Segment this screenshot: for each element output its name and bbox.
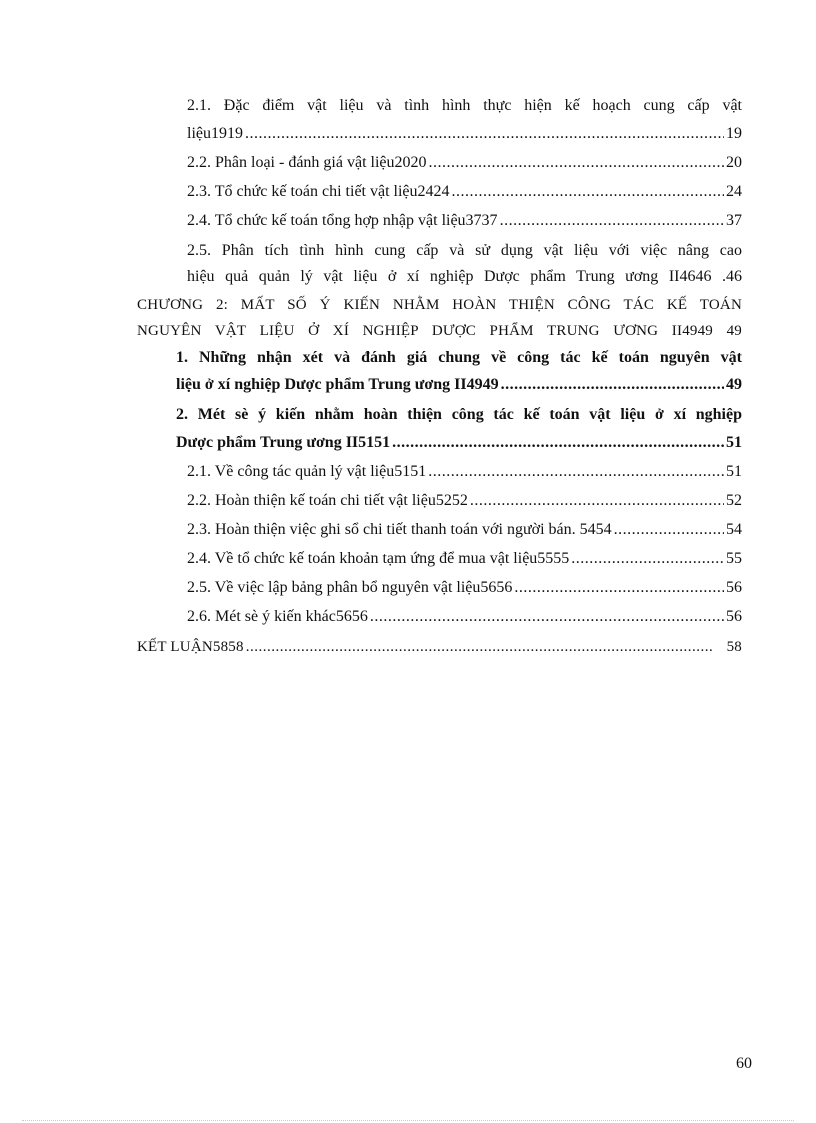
toc-entry-page: 24 xyxy=(726,183,742,200)
toc-entry-title: KẾT LUẬN5858 xyxy=(137,639,244,655)
toc-entry-page: 55 xyxy=(726,550,742,567)
toc-leader-dots xyxy=(514,577,724,599)
toc-entry-title: 2.3. Hoàn thiện việc ghi sổ chi tiết thanh toán với người bán. 5454 xyxy=(187,521,612,538)
toc-entry-2-2-3[interactable] xyxy=(187,519,742,541)
toc-entry-title: 2.3. Tổ chức kế toán chi tiết vật liệu2424 xyxy=(187,183,450,200)
toc-entry-2-1-line1[interactable]: 2.1. Đặc điểm vật liệu và tình hình thực hiện kế hoạch cung cấp vật xyxy=(187,97,742,114)
toc-leader-dots xyxy=(452,181,724,203)
toc-entry-2-1[interactable] xyxy=(187,123,742,145)
toc-entry-2-5-line2[interactable]: hiệu quả quản lý vật liệu ở xí nghiệp Dược phẩm Trung ương II4646 .46 xyxy=(187,268,742,285)
toc-entry-page: 56 xyxy=(726,579,742,596)
toc-section-1-line1[interactable]: 1. Những nhận xét và đánh giá chung về công tác kế toán nguyên vật xyxy=(176,349,742,366)
toc-chapter-2-line1[interactable]: CHƯƠNG 2: MẤT SỐ Ý KIẾN NHẰM HOÀN THIỆN CÔNG TÁC KẾ TOÁN xyxy=(137,297,742,313)
toc-chapter-2-line2[interactable]: NGUYÊN VẬT LIỆU Ở XÍ NGHIỆP DƯỢC PHẨM TRUNG ƯƠNG II4949 49 xyxy=(137,323,742,339)
toc-leader-dots xyxy=(245,123,724,145)
toc-conclusion[interactable] xyxy=(137,636,742,658)
toc-entry-title: 2.2. Hoàn thiện kế toán chi tiết vật liệu5252 xyxy=(187,492,468,509)
toc-entry-2-5-line1[interactable]: 2.5. Phân tích tình hình cung cấp và sử dụng vật liệu với việc nâng cao xyxy=(187,242,742,259)
toc-section-1[interactable] xyxy=(176,374,742,396)
toc-entry-title: 2.6. Mét sè ý kiến khác5656 xyxy=(187,608,368,625)
toc-section-2-line1[interactable]: 2. Mét sè ý kiến nhằm hoàn thiện công tác kế toán vật liệu ở xí nghiệp xyxy=(176,406,742,423)
toc-leader-dots xyxy=(614,519,724,541)
toc-entry-2-2-2[interactable] xyxy=(187,490,742,512)
toc-entry-title: liệu1919 xyxy=(187,125,243,142)
toc-entry-title: 2.4. Tổ chức kế toán tổng hợp nhập vật liệu3737 xyxy=(187,212,498,229)
toc-leader-dots xyxy=(470,490,724,512)
toc-leader-dots xyxy=(246,636,713,658)
toc-entry-2-2[interactable] xyxy=(187,152,742,174)
toc-entry-2-2-4[interactable] xyxy=(187,548,742,570)
toc-leader-dots xyxy=(392,432,724,454)
toc-entry-page: 51 xyxy=(726,434,742,451)
toc-entry-page: 54 xyxy=(726,521,742,538)
toc-entry-title: 2.1. Về công tác quản lý vật liệu5151 xyxy=(187,463,427,480)
toc-leader-dots xyxy=(429,152,724,174)
toc-leader-dots xyxy=(370,606,724,628)
toc-entry-page: 19 xyxy=(726,125,742,142)
page-number: 60 xyxy=(736,1055,752,1072)
toc-entry-page: 51 xyxy=(726,463,742,480)
toc-entry-2-2-5[interactable] xyxy=(187,577,742,599)
toc-entry-page: 20 xyxy=(726,154,742,171)
toc-entry-page: 58 xyxy=(726,639,742,655)
toc-leader-dots xyxy=(571,548,724,570)
toc-entry-title: 2.4. Về tổ chức kế toán khoản tạm ứng để mua vật liệu5555 xyxy=(187,550,570,567)
toc-section-2[interactable] xyxy=(176,432,742,454)
toc-leader-dots xyxy=(501,374,724,396)
toc-entry-title: liệu ở xí nghiệp Dược phẩm Trung ương II4949 xyxy=(176,376,499,393)
toc-leader-dots xyxy=(428,461,724,483)
toc-entry-2-3[interactable] xyxy=(187,181,742,203)
toc-entry-page: 37 xyxy=(726,212,742,229)
toc-entry-page: 52 xyxy=(726,492,742,509)
toc-entry-title: 2.2. Phân loại - đánh giá vật liệu2020 xyxy=(187,154,427,171)
toc-entry-2-2-1[interactable] xyxy=(187,461,742,483)
toc-entry-2-2-6[interactable] xyxy=(187,606,742,628)
toc-leader-dots xyxy=(500,210,724,232)
toc-entry-2-4[interactable] xyxy=(187,210,742,232)
toc-entry-page: 49 xyxy=(726,376,742,393)
toc-entry-title: 2.5. Về việc lập bảng phân bổ nguyên vật liệu5656 xyxy=(187,579,513,596)
page-bottom-divider xyxy=(22,1120,794,1121)
toc-entry-page: 56 xyxy=(726,608,742,625)
toc-entry-title: Dược phẩm Trung ương II5151 xyxy=(176,434,391,451)
